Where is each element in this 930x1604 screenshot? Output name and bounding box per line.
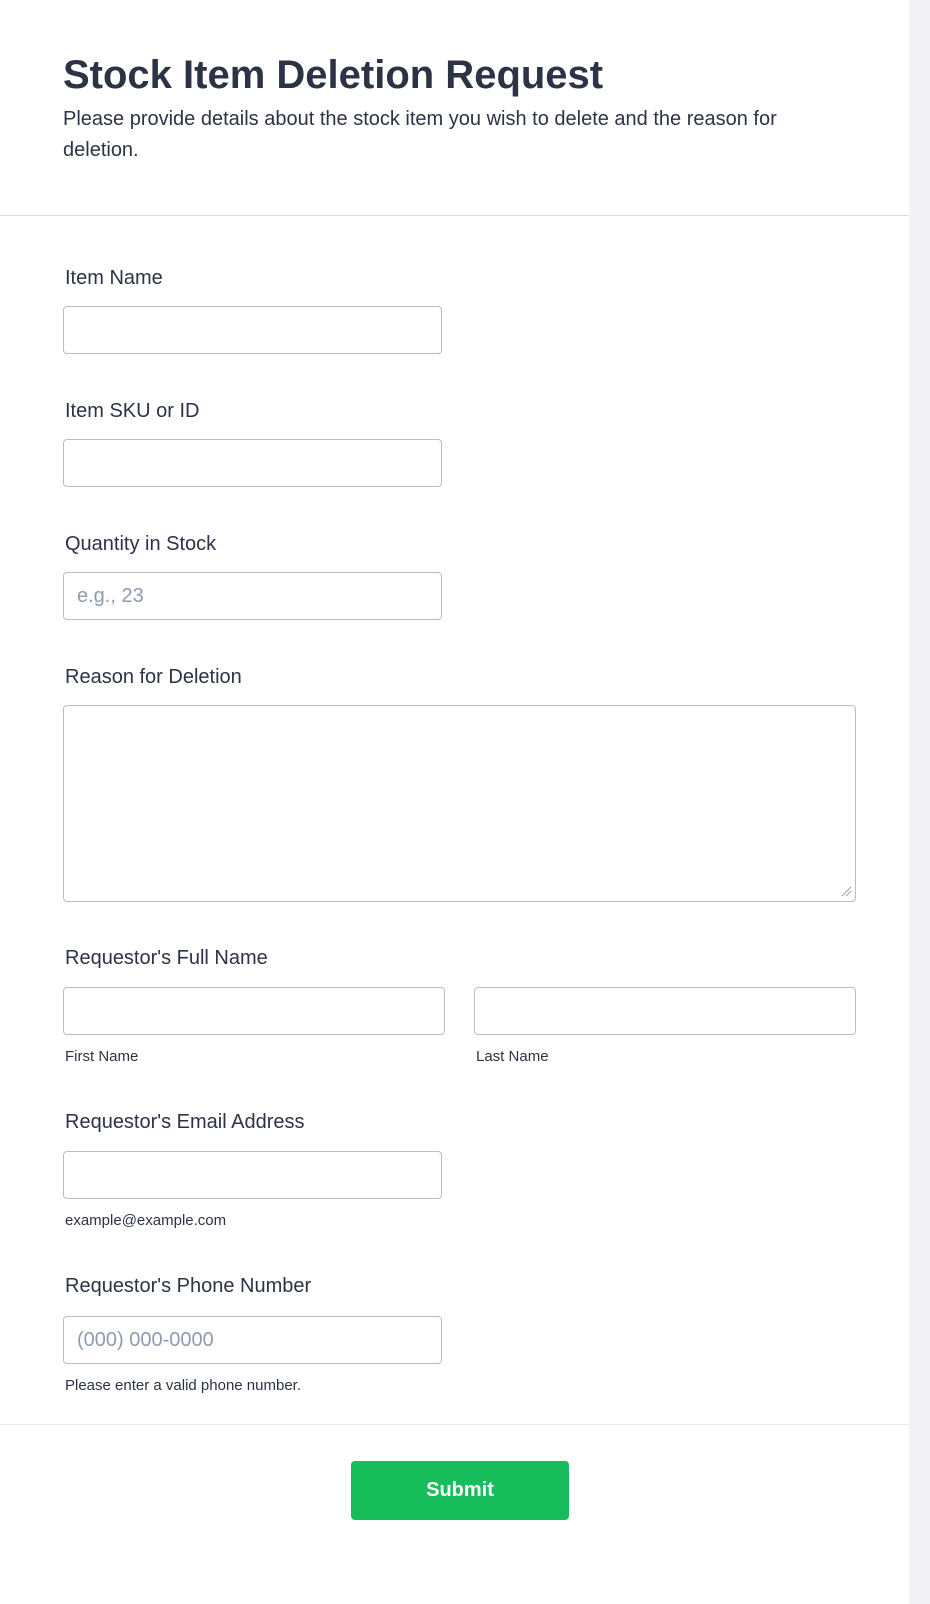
resize-grip-icon[interactable] (840, 885, 852, 897)
phone-hint: Please enter a valid phone number. (65, 1377, 301, 1394)
quantity-input[interactable] (63, 572, 442, 620)
footer-divider (0, 1424, 909, 1425)
quantity-label: Quantity in Stock (65, 533, 217, 555)
email-hint: example@example.com (65, 1212, 227, 1229)
first-name-input[interactable] (63, 987, 445, 1035)
reason-textarea[interactable] (63, 705, 856, 902)
email-label: Requestor's Email Address (65, 1111, 305, 1133)
item-sku-input[interactable] (63, 439, 442, 487)
phone-label: Requestor's Phone Number (65, 1275, 312, 1297)
submit-button[interactable]: Submit (351, 1461, 569, 1520)
reason-label: Reason for Deletion (65, 666, 242, 688)
form-subtitle: Please provide details about the stock item you wish to delete and the reason for deletion. (63, 108, 777, 161)
item-sku-label: Item SKU or ID (65, 400, 200, 422)
form-header (0, 0, 909, 216)
last-name-sublabel: Last Name (476, 1048, 549, 1065)
full-name-label: Requestor's Full Name (65, 947, 268, 969)
first-name-sublabel: First Name (65, 1048, 139, 1065)
email-input[interactable] (63, 1151, 442, 1199)
item-name-label: Item Name (65, 267, 163, 289)
form-title: Stock Item Deletion Request (63, 53, 604, 97)
item-name-input[interactable] (63, 306, 442, 354)
last-name-input[interactable] (474, 987, 856, 1035)
phone-input[interactable] (63, 1316, 442, 1364)
